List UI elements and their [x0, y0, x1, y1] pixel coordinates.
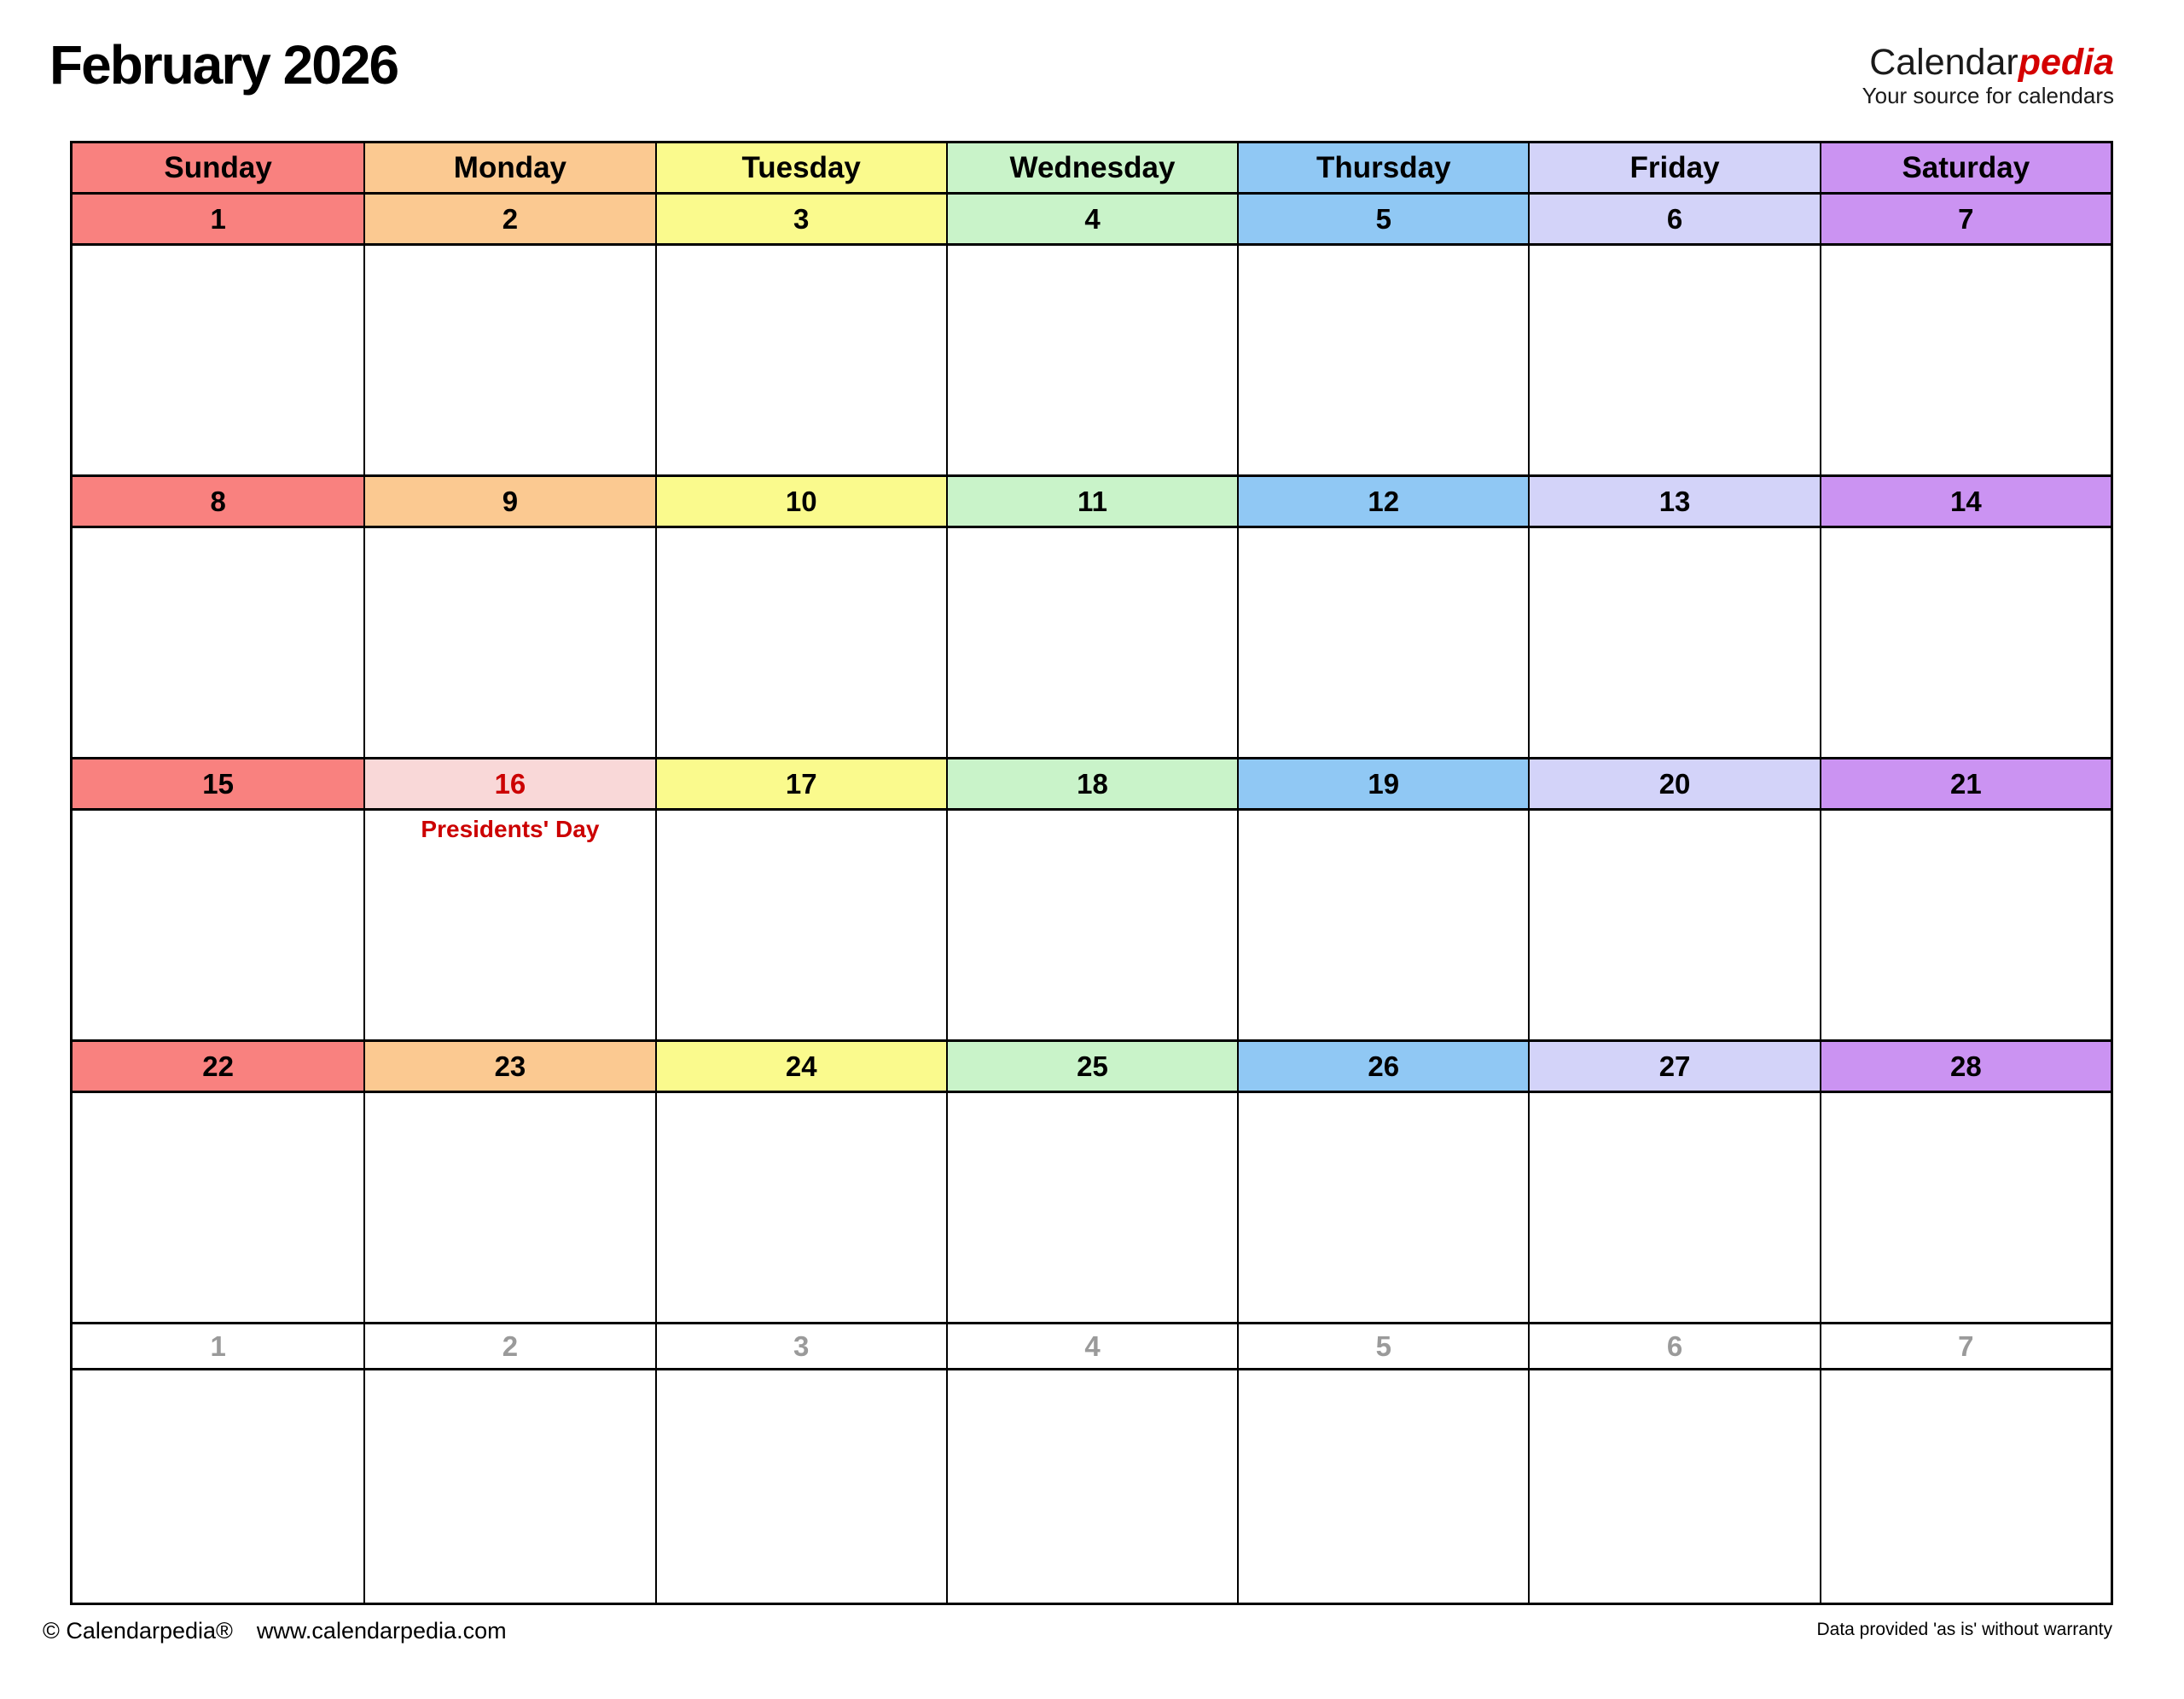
- day-body-9: [363, 528, 654, 757]
- day-body-20: [1528, 811, 1819, 1039]
- day-body-6: [1528, 246, 1819, 474]
- next-month-body: [1820, 1370, 2111, 1603]
- next-month-cell-6: [1528, 1324, 1819, 1368]
- weekday-header-tuesday: [655, 143, 946, 192]
- date-number: 8: [210, 485, 226, 517]
- weekday-header-monday: [363, 143, 654, 192]
- date-number: 3: [793, 202, 810, 235]
- weekday-label: Wednesday: [1009, 150, 1176, 184]
- date-number: 1: [210, 202, 226, 235]
- date-cell-12: [1237, 477, 1528, 526]
- weekday-label: Friday: [1629, 150, 1720, 184]
- date-cell-23: [363, 1042, 654, 1091]
- weekday-header-thursday: [1237, 143, 1528, 192]
- next-month-number: 6: [1666, 1330, 1683, 1362]
- weekday-header-friday: [1528, 143, 1819, 192]
- footer-disclaimer: Data provided 'as is' without warranty: [1816, 1620, 2112, 1639]
- date-cell-26: [1237, 1042, 1528, 1091]
- date-cell-27: [1528, 1042, 1819, 1091]
- day-body-1: [73, 246, 363, 474]
- date-cell-9: [363, 477, 654, 526]
- next-month-body: [946, 1370, 1237, 1603]
- page-title: February 2026: [49, 34, 398, 96]
- date-number: 4: [1084, 202, 1101, 235]
- date-number: 17: [785, 767, 817, 800]
- next-month-cell-7: [1820, 1324, 2111, 1368]
- date-number: 2: [502, 202, 519, 235]
- date-cell-8: [73, 477, 363, 526]
- date-number: 24: [785, 1050, 817, 1082]
- weekday-label: Saturday: [1902, 150, 2030, 184]
- next-month-body: [73, 1370, 363, 1603]
- date-cell-17: [655, 759, 946, 808]
- day-body-18: [946, 811, 1237, 1039]
- next-month-body: [363, 1370, 654, 1603]
- date-cell-5: [1237, 195, 1528, 243]
- day-body-4: [946, 246, 1237, 474]
- logo-text-red: pedia: [2018, 42, 2114, 83]
- day-body-26: [1237, 1093, 1528, 1322]
- day-body-15: [73, 811, 363, 1039]
- date-number: 10: [785, 485, 817, 517]
- date-strip-row: [73, 1039, 2111, 1091]
- date-cell-28: [1820, 1042, 2111, 1091]
- weekday-header-row: [73, 143, 2111, 192]
- date-number: 23: [494, 1050, 526, 1082]
- date-number: 14: [1949, 485, 1982, 517]
- date-cell-22: [73, 1042, 363, 1091]
- next-month-strip-row: [73, 1322, 2111, 1368]
- next-month-body: [1237, 1370, 1528, 1603]
- day-body-3: [655, 246, 946, 474]
- date-number: 12: [1368, 485, 1400, 517]
- date-number: 13: [1658, 485, 1691, 517]
- day-body-27: [1528, 1093, 1819, 1322]
- footer-url: www.calendarpedia.com: [256, 1618, 507, 1644]
- date-number: 6: [1666, 202, 1683, 235]
- date-number: 21: [1949, 767, 1982, 800]
- date-number: 18: [1077, 767, 1108, 800]
- footer-copyright: [43, 1618, 507, 1644]
- date-cell-16: [363, 759, 654, 808]
- day-body-row: [73, 243, 2111, 474]
- date-cell-24: [655, 1042, 946, 1091]
- weekday-header-sunday: [73, 143, 363, 192]
- date-cell-3: [655, 195, 946, 243]
- date-number: 28: [1949, 1050, 1982, 1082]
- date-number: 16: [494, 767, 526, 800]
- date-strip-row: [73, 757, 2111, 808]
- next-month-cell-2: [363, 1324, 654, 1368]
- weekday-header-wednesday: [946, 143, 1237, 192]
- day-body-2: [363, 246, 654, 474]
- next-month-number: 4: [1084, 1330, 1101, 1362]
- date-strip-row: [73, 474, 2111, 526]
- day-body-25: [946, 1093, 1237, 1322]
- day-body-17: [655, 811, 946, 1039]
- date-cell-21: [1820, 759, 2111, 808]
- date-cell-18: [946, 759, 1237, 808]
- logo-tagline: Your source for calendars: [1862, 83, 2114, 108]
- day-body-12: [1237, 528, 1528, 757]
- date-number: 26: [1368, 1050, 1400, 1082]
- day-body-7: [1820, 246, 2111, 474]
- next-month-cell-3: [655, 1324, 946, 1368]
- weekday-label: Sunday: [164, 150, 272, 184]
- date-cell-25: [946, 1042, 1237, 1091]
- date-number: 15: [202, 767, 234, 800]
- day-body-28: [1820, 1093, 2111, 1322]
- day-body-row: [73, 1091, 2111, 1322]
- day-body-23: [363, 1093, 654, 1322]
- date-cell-13: [1528, 477, 1819, 526]
- calendar-grid: [70, 141, 2113, 1605]
- next-month-body-row: [73, 1368, 2111, 1603]
- next-month-body: [655, 1370, 946, 1603]
- day-body-14: [1820, 528, 2111, 757]
- day-body-16: [363, 811, 654, 1039]
- day-body-24: [655, 1093, 946, 1322]
- next-month-body: [1528, 1370, 1819, 1603]
- next-month-number: 3: [793, 1330, 810, 1362]
- holiday-label: Presidents' Day: [421, 816, 600, 842]
- date-cell-15: [73, 759, 363, 808]
- date-number: 22: [202, 1050, 234, 1082]
- next-month-cell-5: [1237, 1324, 1528, 1368]
- day-body-21: [1820, 811, 2111, 1039]
- weekday-header-saturday: [1820, 143, 2111, 192]
- weekday-label: Thursday: [1316, 150, 1451, 184]
- date-cell-7: [1820, 195, 2111, 243]
- date-cell-4: [946, 195, 1237, 243]
- date-cell-20: [1528, 759, 1819, 808]
- next-month-cell-4: [946, 1324, 1237, 1368]
- date-number: 25: [1077, 1050, 1108, 1082]
- date-number: 20: [1658, 767, 1691, 800]
- weekday-label: Tuesday: [741, 150, 861, 184]
- day-body-13: [1528, 528, 1819, 757]
- day-body-10: [655, 528, 946, 757]
- next-month-number: 5: [1375, 1330, 1391, 1362]
- date-number: 27: [1658, 1050, 1691, 1082]
- day-body-8: [73, 528, 363, 757]
- date-number: 19: [1368, 767, 1400, 800]
- date-number: 11: [1077, 485, 1107, 517]
- copyright-text: © Calendarpedia®: [43, 1618, 233, 1644]
- date-cell-14: [1820, 477, 2111, 526]
- date-cell-10: [655, 477, 946, 526]
- day-body-11: [946, 528, 1237, 757]
- date-strip-row: [73, 192, 2111, 243]
- date-cell-19: [1237, 759, 1528, 808]
- date-cell-6: [1528, 195, 1819, 243]
- logo-wordmark: [1862, 44, 2114, 81]
- next-month-number: 2: [502, 1330, 519, 1362]
- logo-text-black: Calendar: [1869, 42, 2018, 83]
- next-month-cell-1: [73, 1324, 363, 1368]
- date-cell-2: [363, 195, 654, 243]
- calendarpedia-logo: [1862, 44, 2114, 107]
- day-body-22: [73, 1093, 363, 1322]
- weekday-label: Monday: [453, 150, 567, 184]
- day-body-19: [1237, 811, 1528, 1039]
- day-body-row: [73, 808, 2111, 1039]
- date-number: 9: [502, 485, 519, 517]
- next-month-number: 7: [1958, 1330, 1974, 1362]
- day-body-row: [73, 526, 2111, 757]
- date-number: 7: [1958, 202, 1974, 235]
- day-body-5: [1237, 246, 1528, 474]
- date-number: 5: [1375, 202, 1391, 235]
- date-cell-1: [73, 195, 363, 243]
- next-month-number: 1: [210, 1330, 226, 1362]
- date-cell-11: [946, 477, 1237, 526]
